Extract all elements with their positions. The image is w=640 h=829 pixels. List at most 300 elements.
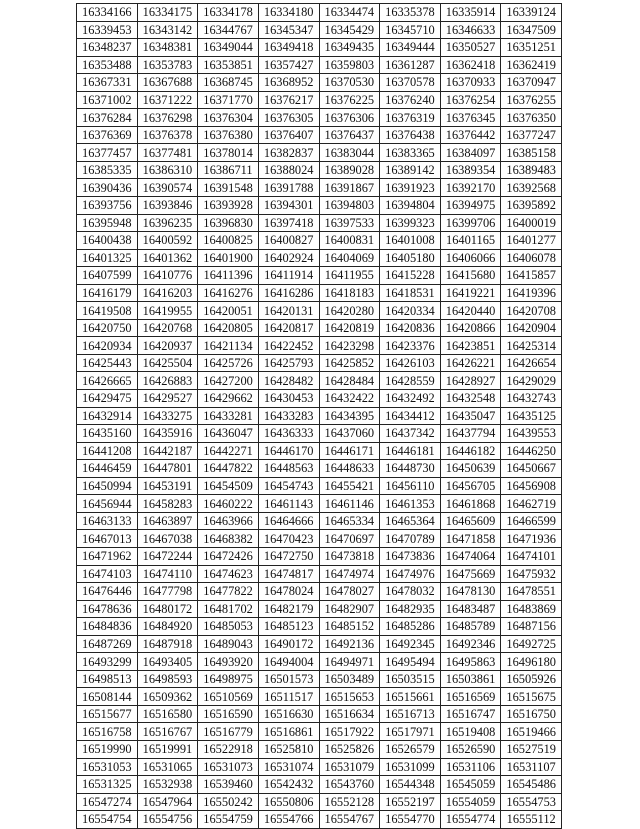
table-cell: 16391923: [380, 179, 441, 197]
table-cell: 16389028: [319, 161, 380, 179]
table-cell: 16335378: [380, 4, 441, 22]
table-cell: 16353783: [137, 56, 198, 74]
table-cell: 16492345: [380, 635, 441, 653]
table-cell: 16481702: [198, 600, 259, 618]
table-cell: 16475932: [501, 565, 562, 583]
table-cell: 16391548: [198, 179, 259, 197]
table-cell: 16470789: [380, 530, 441, 548]
table-cell: 16420334: [380, 302, 441, 320]
table-cell: 16517922: [319, 723, 380, 741]
table-row: [77, 144, 562, 162]
table-cell: 16478027: [319, 583, 380, 601]
table-cell: 16475669: [440, 565, 501, 583]
table-cell: 16458283: [137, 495, 198, 513]
table-cell: 16492725: [501, 635, 562, 653]
table-cell: 16420708: [501, 302, 562, 320]
table-cell: 16465609: [440, 512, 501, 530]
table-row: [77, 793, 562, 811]
table-cell: 16432422: [319, 390, 380, 408]
table-cell: 16471858: [440, 530, 501, 548]
table-cell: 16345347: [258, 21, 319, 39]
table-cell: 16404069: [319, 249, 380, 267]
table-cell: 16436333: [258, 425, 319, 443]
table-cell: 16483487: [440, 600, 501, 618]
table-cell: 16498593: [137, 670, 198, 688]
table-cell: 16525826: [319, 740, 380, 758]
table-cell: 16490172: [258, 635, 319, 653]
table-cell: 16426103: [380, 354, 441, 372]
table-cell: 16434412: [380, 407, 441, 425]
table-cell: 16423851: [440, 337, 501, 355]
table-cell: 16389354: [440, 161, 501, 179]
table-cell: 16367688: [137, 74, 198, 92]
table-cell: 16519466: [501, 723, 562, 741]
table-row: [77, 302, 562, 320]
table-row: [77, 442, 562, 460]
table-cell: 16494971: [319, 653, 380, 671]
table-cell: 16376254: [440, 91, 501, 109]
table-row: [77, 354, 562, 372]
table-cell: 16442271: [198, 442, 259, 460]
table-cell: 16376378: [137, 126, 198, 144]
table-cell: 16425443: [77, 354, 138, 372]
table-row: [77, 4, 562, 22]
table-cell: 16485152: [319, 618, 380, 636]
table-cell: 16550242: [198, 793, 259, 811]
table-cell: 16339453: [77, 21, 138, 39]
table-cell: 16493920: [198, 653, 259, 671]
table-cell: 16411914: [258, 267, 319, 285]
table-cell: 16435125: [501, 407, 562, 425]
table-cell: 16466599: [501, 512, 562, 530]
table-cell: 16420819: [319, 319, 380, 337]
table-cell: 16376240: [380, 91, 441, 109]
table-row: [77, 337, 562, 355]
table-cell: 16463966: [198, 512, 259, 530]
table-cell: 16394803: [319, 197, 380, 215]
table-row: [77, 425, 562, 443]
table-cell: 16405180: [380, 249, 441, 267]
table-cell: 16420051: [198, 302, 259, 320]
table-cell: 16555112: [501, 811, 562, 829]
table-cell: 16389142: [380, 161, 441, 179]
table-cell: 16465364: [380, 512, 441, 530]
table-cell: 16421134: [198, 337, 259, 355]
table-cell: 16420937: [137, 337, 198, 355]
table-cell: 16368745: [198, 74, 259, 92]
table-cell: 16436047: [198, 425, 259, 443]
table-cell: 16485286: [380, 618, 441, 636]
table-cell: 16470423: [258, 530, 319, 548]
table-cell: 16385158: [501, 144, 562, 162]
table-cell: 16446181: [380, 442, 441, 460]
table-cell: 16376255: [501, 91, 562, 109]
table-cell: 16472750: [258, 547, 319, 565]
table-cell: 16462719: [501, 495, 562, 513]
table-cell: 16464666: [258, 512, 319, 530]
table-cell: 16419955: [137, 302, 198, 320]
table-cell: 16334166: [77, 4, 138, 22]
table-cell: 16442187: [137, 442, 198, 460]
table-cell: 16503515: [380, 670, 441, 688]
table-cell: 16383044: [319, 144, 380, 162]
table-cell: 16395948: [77, 214, 138, 232]
table-cell: 16376369: [77, 126, 138, 144]
table-cell: 16349044: [198, 39, 259, 57]
table-cell: 16397418: [258, 214, 319, 232]
table-row: [77, 232, 562, 250]
table-row: [77, 372, 562, 390]
table-cell: 16378014: [198, 144, 259, 162]
table-cell: 16400438: [77, 232, 138, 250]
table-cell: 16448730: [380, 460, 441, 478]
table-cell: 16376345: [440, 109, 501, 127]
table-cell: 16463133: [77, 512, 138, 530]
table-row: [77, 161, 562, 179]
table-cell: 16428482: [258, 372, 319, 390]
table-cell: 16434395: [319, 407, 380, 425]
table-cell: 16433281: [198, 407, 259, 425]
table-cell: 16467013: [77, 530, 138, 548]
table-cell: 16446170: [258, 442, 319, 460]
table-cell: 16505926: [501, 670, 562, 688]
table-cell: 16472426: [198, 547, 259, 565]
table-cell: 16351251: [501, 39, 562, 57]
table-cell: 16371222: [137, 91, 198, 109]
table-cell: 16370578: [380, 74, 441, 92]
table-row: [77, 91, 562, 109]
table-cell: 16516750: [501, 705, 562, 723]
table-cell: 16334178: [198, 4, 259, 22]
table-cell: 16554059: [440, 793, 501, 811]
table-cell: 16484836: [77, 618, 138, 636]
table-cell: 16478024: [258, 583, 319, 601]
table-cell: 16400592: [137, 232, 198, 250]
table-cell: 16516779: [198, 723, 259, 741]
table-row: [77, 758, 562, 776]
table-cell: 16552128: [319, 793, 380, 811]
table-row: [77, 653, 562, 671]
table-cell: 16429662: [198, 390, 259, 408]
table-cell: 16428559: [380, 372, 441, 390]
table-cell: 16425726: [198, 354, 259, 372]
table-cell: 16456110: [380, 477, 441, 495]
table-cell: 16396830: [198, 214, 259, 232]
table-cell: 16411396: [198, 267, 259, 285]
table-cell: 16495494: [380, 653, 441, 671]
table-cell: 16401325: [77, 249, 138, 267]
table-cell: 16454509: [198, 477, 259, 495]
table-row: [77, 705, 562, 723]
table-cell: 16456944: [77, 495, 138, 513]
table-cell: 16516590: [198, 705, 259, 723]
table-cell: 16430453: [258, 390, 319, 408]
table-cell: 16493405: [137, 653, 198, 671]
table-cell: 16498513: [77, 670, 138, 688]
table-cell: 16437342: [380, 425, 441, 443]
table-cell: 16461353: [380, 495, 441, 513]
table-cell: 16394804: [380, 197, 441, 215]
table-cell: 16426221: [440, 354, 501, 372]
table-cell: 16482907: [319, 600, 380, 618]
table-cell: 16515677: [77, 705, 138, 723]
table-cell: 16450639: [440, 460, 501, 478]
table-cell: 16416203: [137, 284, 198, 302]
table-row: [77, 39, 562, 57]
table-cell: 16428484: [319, 372, 380, 390]
table-cell: 16376305: [258, 109, 319, 127]
table-cell: 16550806: [258, 793, 319, 811]
table-cell: 16543760: [319, 776, 380, 794]
table-cell: 16415680: [440, 267, 501, 285]
table-cell: 16427200: [198, 372, 259, 390]
table-cell: 16460222: [198, 495, 259, 513]
table-cell: 16371770: [198, 91, 259, 109]
table-cell: 16554770: [380, 811, 441, 829]
table-cell: 16468382: [198, 530, 259, 548]
table-cell: 16532938: [137, 776, 198, 794]
table-cell: 16477822: [198, 583, 259, 601]
table-cell: 16422452: [258, 337, 319, 355]
table-cell: 16419508: [77, 302, 138, 320]
table-cell: 16391867: [319, 179, 380, 197]
table-cell: 16503861: [440, 670, 501, 688]
table-cell: 16554774: [440, 811, 501, 829]
table-cell: 16435160: [77, 425, 138, 443]
table-row: [77, 126, 562, 144]
table-cell: 16385335: [77, 161, 138, 179]
table-cell: 16377457: [77, 144, 138, 162]
table-cell: 16531106: [440, 758, 501, 776]
table-cell: 16526590: [440, 740, 501, 758]
table-cell: 16527519: [501, 740, 562, 758]
table-cell: 16463897: [137, 512, 198, 530]
table-cell: 16473836: [380, 547, 441, 565]
table-cell: 16415228: [380, 267, 441, 285]
table-cell: 16420934: [77, 337, 138, 355]
table-row: [77, 21, 562, 39]
table-cell: 16455421: [319, 477, 380, 495]
table-cell: 16429029: [501, 372, 562, 390]
table-row: [77, 390, 562, 408]
table-cell: 16376284: [77, 109, 138, 127]
table-row: [77, 530, 562, 548]
table-cell: 16371002: [77, 91, 138, 109]
table-cell: 16446459: [77, 460, 138, 478]
table-cell: 16410776: [137, 267, 198, 285]
table-cell: 16377247: [501, 126, 562, 144]
table-cell: 16487918: [137, 635, 198, 653]
table-cell: 16348381: [137, 39, 198, 57]
table-cell: 16554756: [137, 811, 198, 829]
table-cell: 16362418: [440, 56, 501, 74]
table-cell: 16384097: [440, 144, 501, 162]
table-row: [77, 179, 562, 197]
table-cell: 16493299: [77, 653, 138, 671]
table-cell: 16474623: [198, 565, 259, 583]
table-cell: 16545059: [440, 776, 501, 794]
table-cell: 16501573: [258, 670, 319, 688]
table-cell: 16425852: [319, 354, 380, 372]
table-row: [77, 109, 562, 127]
table-cell: 16554753: [501, 793, 562, 811]
table-cell: 16376319: [380, 109, 441, 127]
table-cell: 16435916: [137, 425, 198, 443]
table-cell: 16390436: [77, 179, 138, 197]
table-cell: 16474064: [440, 547, 501, 565]
table-cell: 16473818: [319, 547, 380, 565]
table-cell: 16390574: [137, 179, 198, 197]
table-cell: 16400831: [319, 232, 380, 250]
table-body: [77, 4, 562, 829]
table-cell: 16476446: [77, 583, 138, 601]
table-cell: 16450667: [501, 460, 562, 478]
table-cell: 16503489: [319, 670, 380, 688]
table-cell: 16517971: [380, 723, 441, 741]
table-cell: 16420805: [198, 319, 259, 337]
table-cell: 16437060: [319, 425, 380, 443]
table-cell: 16339124: [501, 4, 562, 22]
table-cell: 16472244: [137, 547, 198, 565]
table-cell: 16370933: [440, 74, 501, 92]
table-cell: 16407599: [77, 267, 138, 285]
table-cell: 16446182: [440, 442, 501, 460]
table-cell: 16343142: [137, 21, 198, 39]
table-row: [77, 460, 562, 478]
table-cell: 16432914: [77, 407, 138, 425]
table-cell: 16345429: [319, 21, 380, 39]
table-cell: 16547274: [77, 793, 138, 811]
table-cell: 16516580: [137, 705, 198, 723]
table-cell: 16367331: [77, 74, 138, 92]
table-cell: 16400827: [258, 232, 319, 250]
table-cell: 16400019: [501, 214, 562, 232]
table-cell: 16361287: [380, 56, 441, 74]
table-row: [77, 249, 562, 267]
table-cell: 16420768: [137, 319, 198, 337]
table-cell: 16547964: [137, 793, 198, 811]
table-cell: 16425504: [137, 354, 198, 372]
number-table: [76, 3, 562, 829]
table-cell: 16552197: [380, 793, 441, 811]
table-cell: 16519990: [77, 740, 138, 758]
table-cell: 16554759: [198, 811, 259, 829]
table-row: [77, 688, 562, 706]
table-cell: 16382837: [258, 144, 319, 162]
table-cell: 16531325: [77, 776, 138, 794]
table-cell: 16406066: [440, 249, 501, 267]
table-cell: 16420817: [258, 319, 319, 337]
table-cell: 16467038: [137, 530, 198, 548]
table-cell: 16400825: [198, 232, 259, 250]
table-cell: 16432743: [501, 390, 562, 408]
table-cell: 16406078: [501, 249, 562, 267]
table-cell: 16349435: [319, 39, 380, 57]
table-cell: 16423298: [319, 337, 380, 355]
table-cell: 16465334: [319, 512, 380, 530]
table-cell: 16480172: [137, 600, 198, 618]
table-cell: 16478636: [77, 600, 138, 618]
table-cell: 16471962: [77, 547, 138, 565]
table-cell: 16432548: [440, 390, 501, 408]
table-cell: 16420440: [440, 302, 501, 320]
table-cell: 16420836: [380, 319, 441, 337]
table-cell: 16482179: [258, 600, 319, 618]
table-cell: 16487156: [501, 618, 562, 636]
table-cell: 16498975: [198, 670, 259, 688]
table-cell: 16515675: [501, 688, 562, 706]
table-cell: 16470697: [319, 530, 380, 548]
table-cell: 16495863: [440, 653, 501, 671]
table-cell: 16376442: [440, 126, 501, 144]
table-cell: 16386711: [198, 161, 259, 179]
table-cell: 16420750: [77, 319, 138, 337]
table-cell: 16376350: [501, 109, 562, 127]
table-cell: 16393846: [137, 197, 198, 215]
table-cell: 16376437: [319, 126, 380, 144]
table-cell: 16348237: [77, 39, 138, 57]
table-cell: 16370530: [319, 74, 380, 92]
table-cell: 16437794: [440, 425, 501, 443]
table-cell: 16418183: [319, 284, 380, 302]
table-cell: 16376380: [198, 126, 259, 144]
table-cell: 16544348: [380, 776, 441, 794]
table-cell: 16346633: [440, 21, 501, 39]
table-row: [77, 723, 562, 741]
table-cell: 16554766: [258, 811, 319, 829]
table-cell: 16428927: [440, 372, 501, 390]
table-cell: 16446250: [501, 442, 562, 460]
table-cell: 16485123: [258, 618, 319, 636]
table-row: [77, 74, 562, 92]
table-cell: 16516569: [440, 688, 501, 706]
table-cell: 16439553: [501, 425, 562, 443]
table-cell: 16531073: [198, 758, 259, 776]
table-row: [77, 407, 562, 425]
table-cell: 16483869: [501, 600, 562, 618]
table-cell: 16516767: [137, 723, 198, 741]
table-cell: 16396235: [137, 214, 198, 232]
table-cell: 16450994: [77, 477, 138, 495]
table-cell: 16401008: [380, 232, 441, 250]
table-cell: 16401165: [440, 232, 501, 250]
table-cell: 16545486: [501, 776, 562, 794]
table-cell: 16448633: [319, 460, 380, 478]
table-cell: 16433275: [137, 407, 198, 425]
table-row: [77, 811, 562, 829]
table-cell: 16392568: [501, 179, 562, 197]
table-cell: 16426665: [77, 372, 138, 390]
table-cell: 16349418: [258, 39, 319, 57]
table-cell: 16516747: [440, 705, 501, 723]
table-cell: 16474101: [501, 547, 562, 565]
table-cell: 16515653: [319, 688, 380, 706]
table-cell: 16516634: [319, 705, 380, 723]
table-cell: 16357427: [258, 56, 319, 74]
table-cell: 16542432: [258, 776, 319, 794]
table-cell: 16347509: [501, 21, 562, 39]
table-cell: 16416179: [77, 284, 138, 302]
table-cell: 16416276: [198, 284, 259, 302]
table-cell: 16411955: [319, 267, 380, 285]
table-cell: 16454743: [258, 477, 319, 495]
table-cell: 16353851: [198, 56, 259, 74]
table-cell: 16376225: [319, 91, 380, 109]
table-cell: 16508144: [77, 688, 138, 706]
table-cell: 16435047: [440, 407, 501, 425]
table-cell: 16487269: [77, 635, 138, 653]
table-cell: 16345710: [380, 21, 441, 39]
